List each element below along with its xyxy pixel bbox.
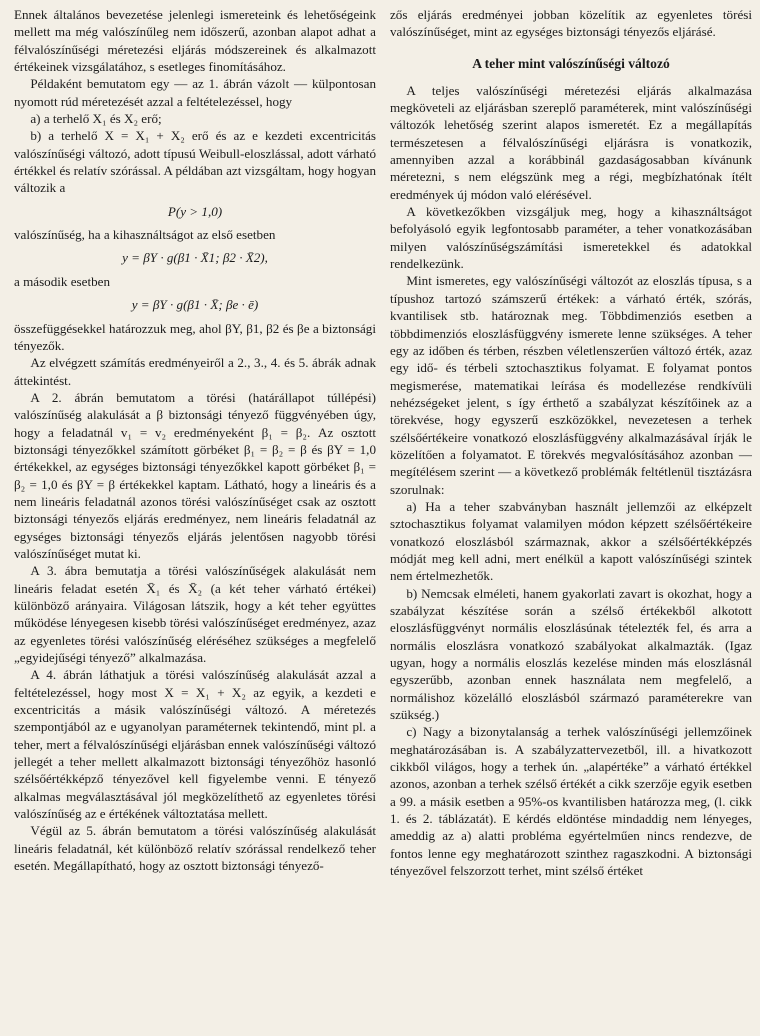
paragraph: zős eljárás eredményei jobban közelítik az egyenletes törési valószínűséget, mint az egységes biztonsági tényezős eljárásé. (390, 7, 752, 40)
paragraph: A 3. ábra bemutatja a törési valószínűségek alakulását nem lineáris feladat esetén X̄₁ és X̄₂ (a két teher várható értékei) különböző arányaira. Világosan látszik, hogy a két teher együttes működése lényegesen kisebb törési valószínűséget eredményez, azaz az egyenletes törési valószínűség eléréséhez szükséges a megfelelő „egyidejűségi tényező” alkalmazása. (14, 563, 376, 666)
paragraph: A következőkben vizsgáljuk meg, hogy a kihasználtságot befolyásoló egyik legfontosabb paraméter, a teher vonatkozásában milyen valószínűségszámítási ismeretekkel és adatokkal rendelkezünk. (390, 204, 752, 272)
paragraph: Példaként bemutatom egy — az 1. ábrán vázolt — külpontosan nyomott rúd méretezését azzal a feltételezéssel, hogy (14, 76, 376, 109)
section-title: A teher mint valószínűségi változó (472, 55, 670, 71)
formula-probability: P(y > 1,0) (167, 203, 223, 219)
list-item-a: a) a terhelő X₁ és X₂ erő; (30, 111, 162, 127)
list-item-c: c) Nagy a bizonytalanság a terhek valószínűségi jellemzőinek meghatározásában is. A szabályzattervezetből, ill. a hivatkozott cikkből világos, hogy a terhek ún. „alapértéke” a várható értékkel azonos, azonban a terhek szélső értékét a cikk szerzője egyik esetben a 99. a másik esetben a 95%-os kvantilisben határozza meg, (l. cikk 1. és 2. táblázatát). E kérdés eldöntése mindaddig nem lényeges, ameddig az a) alatti probléma egyértelműen nincs rendezve, de fontos lenne egy meghatározott szinthez ragaszkodni. A biztonsági tényezővel felszorzott terhet, mint szélső értéket (390, 724, 752, 879)
list-item-b: b) a terhelő X = X₁ + X₂ erő és az e kezdeti excentricitás valószínűségi változó, adott típusú Weibull-eloszlással, adott várható értékkel és relatív szórással. A példában azt vizsgáltam, hogy hogyan változik a (14, 128, 376, 196)
paragraph: valószínűség, ha a kihasználtságot az első esetben (14, 227, 276, 243)
paragraph: a második esetben (14, 273, 110, 289)
right-column (390, 6, 752, 1036)
paragraph: összefüggésekkel határozzuk meg, ahol βY, β1, β2 és βe a biztonsági tényezők. (14, 320, 376, 353)
paragraph: Az elvégzett számítás eredményeiről a 2., 3., 4. és 5. ábrák adnak áttekintést. (14, 355, 376, 388)
list-item-b: b) Nemcsak elméleti, hanem gyakorlati zavart is okozhat, hogy a szabályzat készítése során a szélső értékekből alkotott eloszlásfüggvényt normális eloszlásúnak tételezték fel, és arra a normális eloszlásra vonatkozó szabályokat alkalmazták. (Igaz ugyan, hogy a normális eloszlás kezelése minden más eloszlásnál egyszerűbb, azonban ennek használata nem megfelelő, a normálishoz közelálló eloszlásból származó paraméterekre van szükség.) (390, 585, 752, 723)
list-item-a: a) Ha a teher szabványban használt jellemzői az elképzelt sztochasztikus folyamat valamilyen módon képzett szélsőértékeire vonatkozó eloszlásból származnak, akkor a szélsőértékképzés módját meg kell adni, mert enélkül a kapott valószínűségi szintek nem értelmezhetők. (390, 498, 752, 584)
formula-utilization-first: y = βY · g(β1 · X̄1; β2 · X̄2), (122, 250, 268, 266)
paragraph: Mint ismeretes, egy valószínűségi változót az eloszlás típusa, s a típushoz tartozó számszerű értékek: a várható érték, szórás, kvantilisek stb. határoznak meg. Többdimenziós esetben a többdimenziós eloszlásfüggvény ismerete lenne szükséges. A teher egy az időben és térben, részben véletlenszerűen változó érték, azaz egy idő- és térbeli sztochasztikus folyamat. E folyamat pontos megismerése, matematikai leírása és modellezése rendkívüli nehézségeket jelent, s így érthető a szabályzat készítőinek az a törekvése, hogy egyszerű eszközökkel, nevezetesen a terhek szélsőértékeire vonatkozó eloszlásfüggvény alkalmazásával írják le közelítően a folyamatot. E törekvés megvalósításához azonban — megítélésem szerint — a következő problémák feltétlenül tisztázásra szorulnak: (390, 273, 752, 497)
left-column (14, 6, 376, 1036)
formula-utilization-second: y = βY · g(β1 · X̄; βe · ē) (131, 297, 259, 313)
paragraph: Ennek általános bevezetése jelenlegi ismereteink és lehetőségeink mellett ma még valószínűleg nem időszerű, azonban alapot adhat a félvalószínűségi méretezési eljárás módszereinek és alkalmazott értékeinek vizsgálatához, s esetleges finomításához. (14, 7, 376, 75)
paragraph: A 4. ábrán láthatjuk a törési valószínűség alakulását azzal a feltételezéssel, hogy most X = X₁ + X₂ az egyik, a kezdeti e excentricitás a másik valószínűségi változó. A méretezés szempontjából az e ugyanolyan paraméternek tekintendő, mint pl. a teher, mert a félvalószínűségi eljárásban ennek valószínűségi változó jellegét a teher mellett alkalmazott biztonsági tényezőhöz hasonló szélsőértékképző tényezővel kell figyelembe venni. E tényező alkalmas megválasztásával jól megközelíthető az egyenletes törési valószínűség az e értékének változtatása mellett. (14, 667, 376, 822)
paragraph: A 2. ábrán bemutatom a törési (határállapot túllépési) valószínűség alakulását a β biztonsági tényező függvényében úgy, hogy a feladatnál v₁ = v₂ eredményeként β₁ = β₂. Az osztott biztonsági tényezőkkel számított görbéket β₁ = β₂ = β és βY = 1,0 értékekkel, az egységes biztonsági tényezőkkel kapott görbéket β₁ = β₂ = 1,0 és βY = β értékekkel kaptam. Látható, hogy a lineáris és a nem lineáris feladatnál azonos törési valószínűséget csak az osztott biztonsági tényezős eljárás eredményez, nem lineáris feladatnál az egységes biztonsági tényezős eljárás jelentősen nagyobb törési valószínűséget mutat ki. (14, 389, 376, 561)
paragraph: Végül az 5. ábrán bemutatom a törési valószínűség alakulását lineáris feladatnál, két különböző relatív szórással rendelkező teher esetén. Megállapítható, hogy az osztott biztonsági tényező- (14, 823, 376, 874)
paragraph: A teljes valószínűségi méretezési eljárás alkalmazása megköveteli az eljárásban szereplő paraméterek, mint valószínűségi változók lehetőség szerint alapos ismeretét. Ez a megállapítás természetesen a félvalószínűségi eljárásra is vonatkozik, amennyiben azzal a korábbinál gazdaságosabban kívánunk méretezni, s nem elégszünk meg a régi, megbízhatónak ítélt eredmények új módon való elérésével. (390, 82, 752, 202)
